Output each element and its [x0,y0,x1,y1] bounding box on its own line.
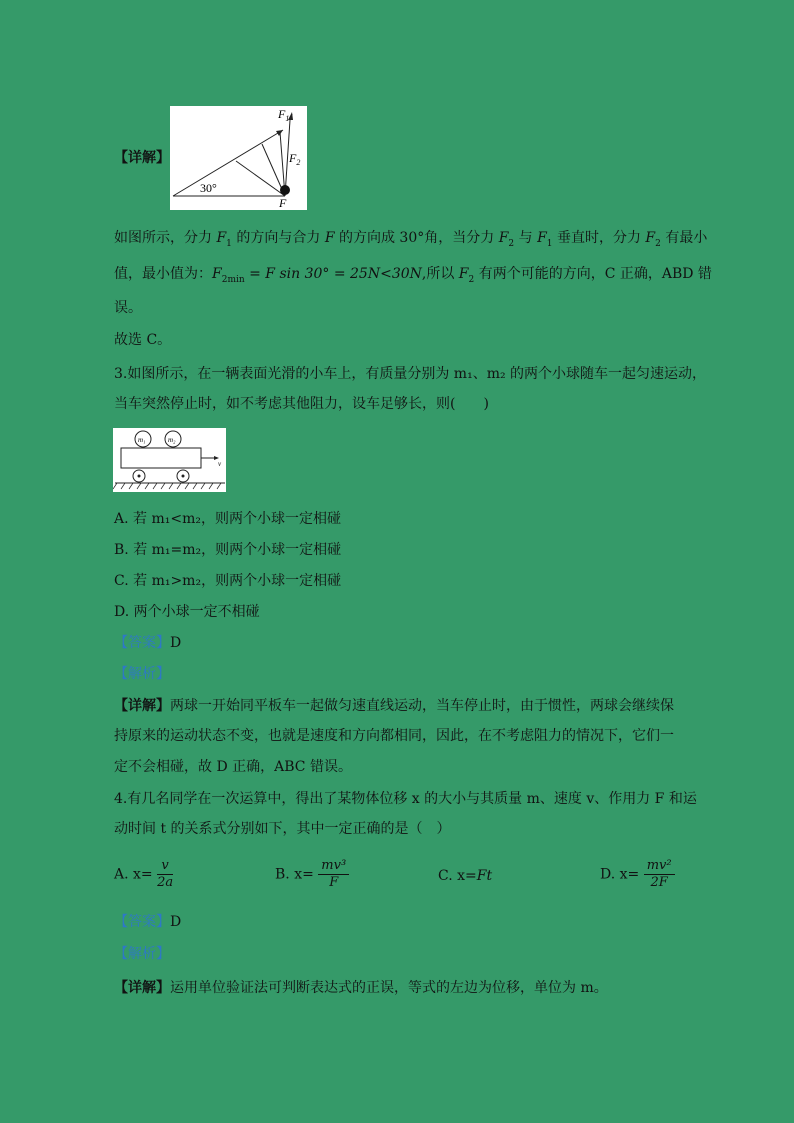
q3-option-b: B. 若 m₁=m₂，则两个小球一定相碰 [114,542,342,558]
q3-option-a: A. 若 m₁<m₂，则两个小球一定相碰 [114,511,341,527]
q4-option-b: B. x= $\frac{\text{mv³}}{F}$ [275,858,349,891]
ball-m1-label: m₁ [138,436,146,444]
q2-line-1: 如图所示，分力 $F_1$ 的方向与合力 F 的方向成 30°角，当分力 $F_2$ 与 $F_1$ 垂直时，分力 $F_2$ 有最小 [114,230,708,249]
detail-tag: 【详解】 [114,150,170,166]
q2-line-3: 误。 [114,300,142,316]
q3-option-c: C. 若 m₁>m₂，则两个小球一定相碰 [114,573,342,589]
q3-detail-3: 定不会相碰，故 D 正确，ABC 错误。 [114,759,352,775]
cart-diagram-svg [113,428,226,492]
q4-analysis-tag: 【解析】 [114,946,170,962]
q3-analysis-tag: 【解析】 [114,666,170,682]
velocity-label: v [218,460,222,468]
q3-detail-2: 持原来的运动状态不变，也就是速度和方向都相同，因此，在不考虑阻力的情况下，它们一 [114,728,674,744]
label-f1: $F_1$ [278,107,290,123]
q4-option-a: A. x= $\frac{v}{2a}$ [114,858,174,890]
q3-stem-1: 3.如图所示，在一辆表面光滑的小车上，有质量分别为 m₁、m₂ 的两个小球随车一起匀速运动， [114,366,707,382]
label-f: F [279,196,287,210]
label-f2: $F_2$ [289,151,301,167]
q4-detail-1: 【详解】运用单位验证法可判断表达式的正误，等式的左边为位移，单位为 m。 [114,980,608,996]
q4-option-d: D. x= $\frac{\text{mv²}}{2F}$ [600,858,675,891]
force-diagram-svg [170,106,307,210]
q4-stem-1: 4.有几名同学在一次运算中，得出了某物体位移 x 的大小与其质量 m、速度 v、作用力 F 和运 [114,791,697,807]
answer-tag: 【答案】 [114,635,170,651]
q2-line-4: 故选 C。 [114,332,172,348]
force-diagram [170,106,307,210]
q4-stem-2: 动时间 t 的关系式分别如下，其中一定正确的是（ ） [114,821,451,837]
q3-answer [114,633,181,653]
ball-m2-label: m₂ [168,436,176,444]
q4-answer: 【答案】D [114,914,182,930]
q4-option-c: C. x=Ft [438,868,493,884]
q2-line-2: 值，最小值为：$F_{2min} = F$ sin 30° = 25N<30N,所以 $F_2$ 有两个可能的方向，C 正确，ABD 错 [114,266,712,285]
q3-detail-1: 【详解】两球一开始同平板车一起做匀速直线运动，当车停止时，由于惯性，两球会继续保 [114,698,674,714]
q3-option-d: D. 两个小球一定不相碰 [114,604,260,620]
label-angle: 30° [200,181,217,195]
answer-value: D [170,635,182,651]
cart-diagram [113,428,226,492]
q3-stem-2: 当车突然停止时，如不考虑其他阻力，设车足够长，则( ) [114,396,489,412]
